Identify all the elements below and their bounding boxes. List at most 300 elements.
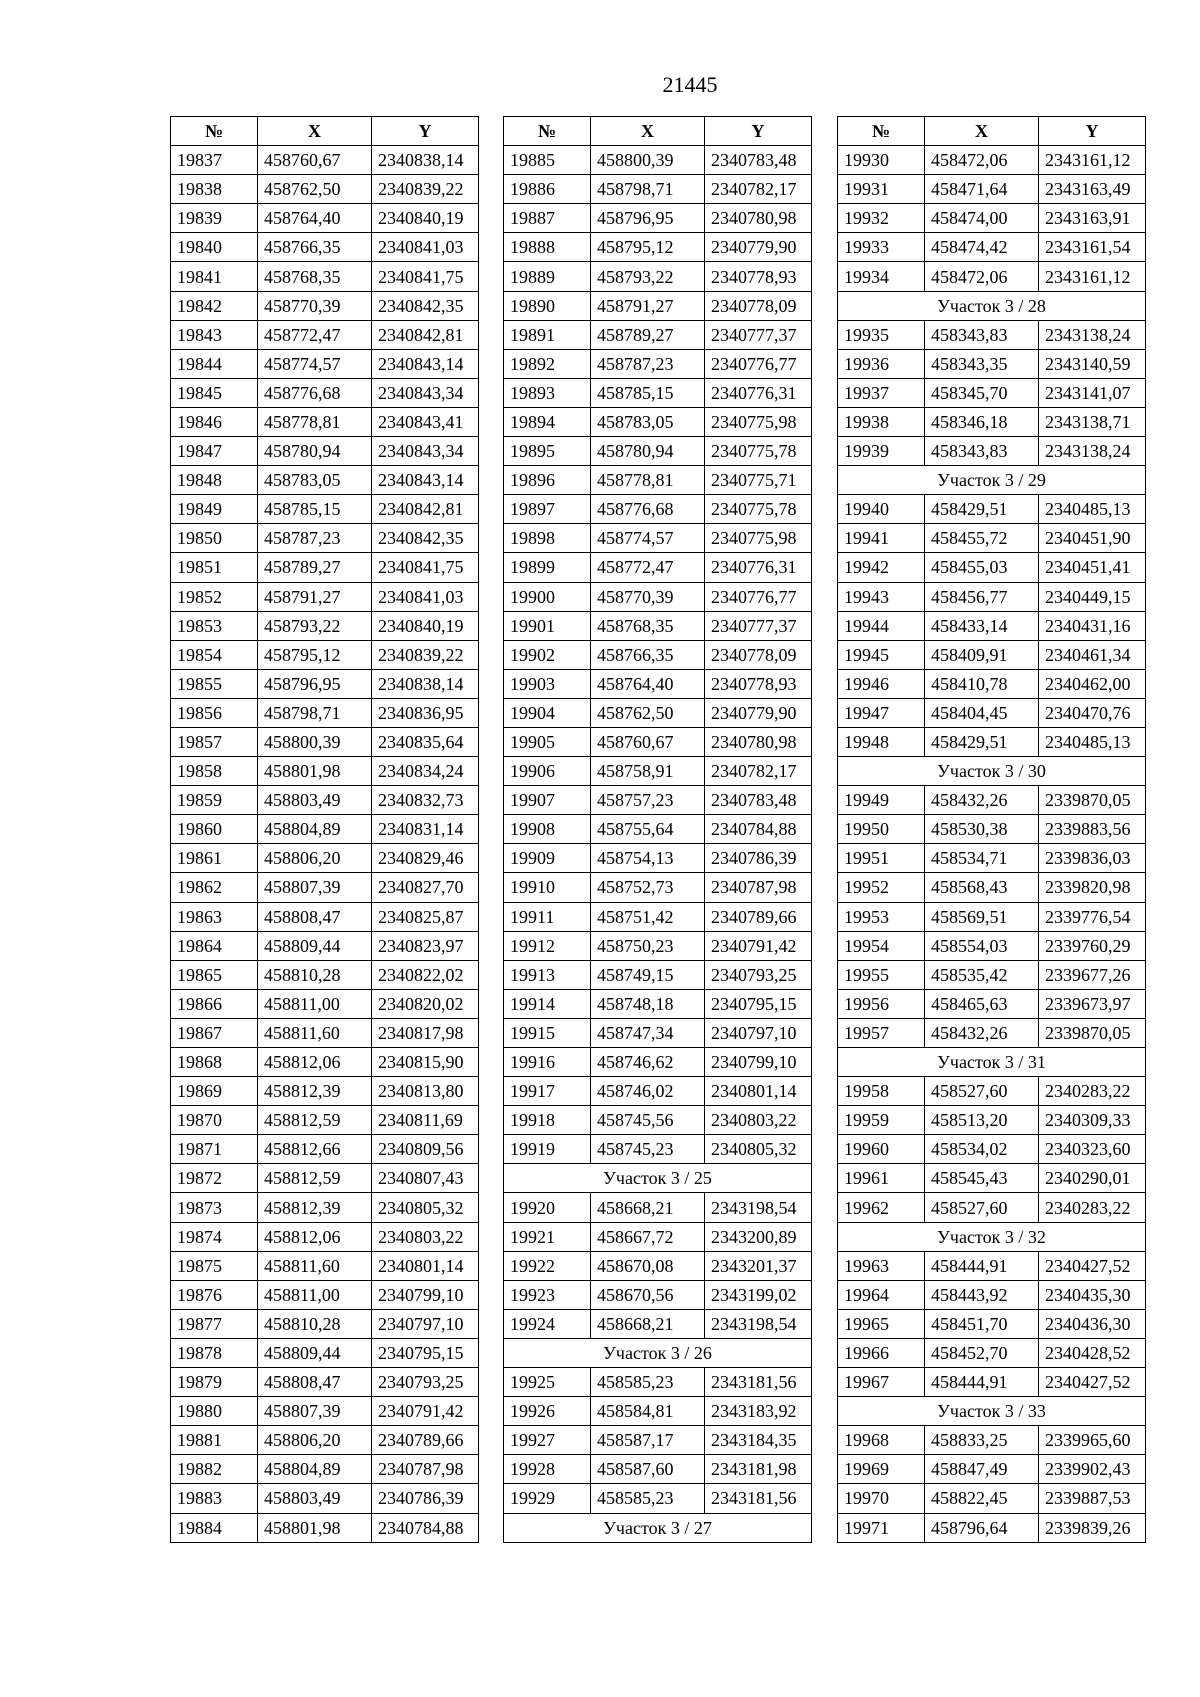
table-row: [504, 466, 812, 495]
section-row: [504, 1338, 812, 1367]
point-number-cell: 19870: [171, 1106, 258, 1135]
point-number-cell: 19965: [838, 1309, 925, 1338]
table-row: [171, 1426, 479, 1455]
table-row: [504, 786, 812, 815]
x-coordinate-cell: 458754,13: [591, 844, 705, 873]
point-number-cell: 19875: [171, 1251, 258, 1280]
point-number-cell: 19860: [171, 815, 258, 844]
x-coordinate-cell: 458806,20: [258, 844, 372, 873]
table-row: [838, 873, 1146, 902]
x-coordinate-cell: 458668,21: [591, 1193, 705, 1222]
point-number-cell: 19930: [838, 146, 925, 175]
x-coordinate-cell: 458770,39: [591, 582, 705, 611]
x-coordinate-cell: 458768,35: [591, 611, 705, 640]
y-coordinate-cell: 2340775,98: [705, 407, 812, 436]
y-coordinate-cell: 2340815,90: [372, 1048, 479, 1077]
y-coordinate-cell: 2340841,03: [372, 233, 479, 262]
point-number-cell: 19884: [171, 1513, 258, 1542]
table-row: [504, 1426, 812, 1455]
y-coordinate-cell: 2340779,90: [705, 233, 812, 262]
y-coordinate-cell: 2340801,14: [705, 1077, 812, 1106]
point-number-cell: 19882: [171, 1455, 258, 1484]
x-coordinate-cell: 458545,43: [925, 1164, 1039, 1193]
point-number-cell: 19871: [171, 1135, 258, 1164]
y-coordinate-cell: 2340789,66: [372, 1426, 479, 1455]
point-number-cell: 19954: [838, 931, 925, 960]
column-header-y: Y: [705, 117, 812, 146]
x-coordinate-cell: 458770,39: [258, 291, 372, 320]
x-coordinate-cell: 458810,28: [258, 1309, 372, 1338]
x-coordinate-cell: 458762,50: [591, 698, 705, 727]
y-coordinate-cell: 2340784,88: [705, 815, 812, 844]
point-number-cell: 19929: [504, 1484, 591, 1513]
table-row: [171, 727, 479, 756]
table-row: [838, 960, 1146, 989]
point-number-cell: 19956: [838, 989, 925, 1018]
x-coordinate-cell: 458798,71: [258, 698, 372, 727]
table-row: [504, 757, 812, 786]
x-coordinate-cell: 458745,23: [591, 1135, 705, 1164]
y-coordinate-cell: 2340323,60: [1039, 1135, 1146, 1164]
section-label: Участок 3 / 33: [838, 1397, 1146, 1426]
point-number-cell: 19914: [504, 989, 591, 1018]
x-coordinate-cell: 458455,03: [925, 553, 1039, 582]
table-row: [504, 437, 812, 466]
table-row: [504, 960, 812, 989]
y-coordinate-cell: 2340813,80: [372, 1077, 479, 1106]
x-coordinate-cell: 458758,91: [591, 757, 705, 786]
point-number-cell: 19916: [504, 1048, 591, 1077]
y-coordinate-cell: 2340835,64: [372, 727, 479, 756]
point-number-cell: 19931: [838, 175, 925, 204]
point-number-cell: 19928: [504, 1455, 591, 1484]
y-coordinate-cell: 2340799,10: [372, 1280, 479, 1309]
y-coordinate-cell: 2340843,34: [372, 437, 479, 466]
point-number-cell: 19970: [838, 1484, 925, 1513]
y-coordinate-cell: 2343140,59: [1039, 349, 1146, 378]
y-coordinate-cell: 2340776,31: [705, 378, 812, 407]
point-number-cell: 19971: [838, 1513, 925, 1542]
table-row: [171, 902, 479, 931]
point-number-cell: 19865: [171, 960, 258, 989]
y-coordinate-cell: 2340485,13: [1039, 495, 1146, 524]
x-coordinate-cell: 458796,95: [591, 204, 705, 233]
point-number-cell: 19911: [504, 902, 591, 931]
section-label: Участок 3 / 25: [504, 1164, 812, 1193]
x-coordinate-cell: 458801,98: [258, 757, 372, 786]
x-coordinate-cell: 458791,27: [258, 582, 372, 611]
table-row: [171, 175, 479, 204]
table-row: [504, 1280, 812, 1309]
table-row: [171, 204, 479, 233]
y-coordinate-cell: 2340842,35: [372, 524, 479, 553]
table-row: [504, 495, 812, 524]
table-row: [838, 1484, 1146, 1513]
table-row: [838, 989, 1146, 1018]
x-coordinate-cell: 458404,45: [925, 698, 1039, 727]
y-coordinate-cell: 2340797,10: [372, 1309, 479, 1338]
section-row: [838, 291, 1146, 320]
y-coordinate-cell: 2339870,05: [1039, 1018, 1146, 1047]
point-number-cell: 19859: [171, 786, 258, 815]
section-row: [504, 1164, 812, 1193]
point-number-cell: 19926: [504, 1397, 591, 1426]
y-coordinate-cell: 2340841,75: [372, 262, 479, 291]
table-row: [838, 1077, 1146, 1106]
point-number-cell: 19867: [171, 1018, 258, 1047]
point-number-cell: 19919: [504, 1135, 591, 1164]
table-row: [838, 1513, 1146, 1542]
x-coordinate-cell: 458452,70: [925, 1338, 1039, 1367]
table-row: [171, 1135, 479, 1164]
x-coordinate-cell: 458812,39: [258, 1193, 372, 1222]
y-coordinate-cell: 2340795,15: [372, 1338, 479, 1367]
point-number-cell: 19904: [504, 698, 591, 727]
point-number-cell: 19864: [171, 931, 258, 960]
point-number-cell: 19886: [504, 175, 591, 204]
coordinate-table-3: [837, 116, 1146, 1543]
table-row: [838, 786, 1146, 815]
point-number-cell: 19937: [838, 378, 925, 407]
x-coordinate-cell: 458803,49: [258, 786, 372, 815]
point-number-cell: 19891: [504, 320, 591, 349]
x-coordinate-cell: 458811,00: [258, 989, 372, 1018]
x-coordinate-cell: 458444,91: [925, 1368, 1039, 1397]
x-coordinate-cell: 458778,81: [591, 466, 705, 495]
section-label: Участок 3 / 27: [504, 1513, 812, 1542]
y-coordinate-cell: 2343200,89: [705, 1222, 812, 1251]
y-coordinate-cell: 2343161,12: [1039, 146, 1146, 175]
point-number-cell: 19917: [504, 1077, 591, 1106]
point-number-cell: 19895: [504, 437, 591, 466]
x-coordinate-cell: 458471,64: [925, 175, 1039, 204]
x-coordinate-cell: 458444,91: [925, 1251, 1039, 1280]
x-coordinate-cell: 458745,56: [591, 1106, 705, 1135]
x-coordinate-cell: 458587,17: [591, 1426, 705, 1455]
x-coordinate-cell: 458780,94: [258, 437, 372, 466]
point-number-cell: 19951: [838, 844, 925, 873]
column-header-x: X: [925, 117, 1039, 146]
table-row: [171, 495, 479, 524]
y-coordinate-cell: 2340778,93: [705, 262, 812, 291]
x-coordinate-cell: 458783,05: [591, 407, 705, 436]
y-coordinate-cell: 2340778,93: [705, 669, 812, 698]
table-row: [838, 1368, 1146, 1397]
table-row: [504, 1309, 812, 1338]
table-row: [838, 1455, 1146, 1484]
table-row: [504, 931, 812, 960]
point-number-cell: 19912: [504, 931, 591, 960]
table-row: [838, 1193, 1146, 1222]
table-row: [171, 146, 479, 175]
y-coordinate-cell: 2343138,24: [1039, 320, 1146, 349]
y-coordinate-cell: 2339836,03: [1039, 844, 1146, 873]
y-coordinate-cell: 2340841,75: [372, 553, 479, 582]
point-number-cell: 19915: [504, 1018, 591, 1047]
table-row: [838, 204, 1146, 233]
point-number-cell: 19840: [171, 233, 258, 262]
table-row: [838, 175, 1146, 204]
point-number-cell: 19850: [171, 524, 258, 553]
y-coordinate-cell: 2343161,12: [1039, 262, 1146, 291]
table-row: [171, 611, 479, 640]
table-row: [171, 1106, 479, 1135]
x-coordinate-cell: 458807,39: [258, 873, 372, 902]
x-coordinate-cell: 458766,35: [258, 233, 372, 262]
y-coordinate-cell: 2340427,52: [1039, 1368, 1146, 1397]
x-coordinate-cell: 458585,23: [591, 1484, 705, 1513]
table-row: [838, 1164, 1146, 1193]
point-number-cell: 19962: [838, 1193, 925, 1222]
table-row: [838, 815, 1146, 844]
point-number-cell: 19913: [504, 960, 591, 989]
column-header-y: Y: [372, 117, 479, 146]
point-number-cell: 19958: [838, 1077, 925, 1106]
point-number-cell: 19852: [171, 582, 258, 611]
point-number-cell: 19877: [171, 1309, 258, 1338]
y-coordinate-cell: 2340449,15: [1039, 582, 1146, 611]
table-row: [171, 1513, 479, 1542]
x-coordinate-cell: 458787,23: [258, 524, 372, 553]
y-coordinate-cell: 2340451,41: [1039, 553, 1146, 582]
x-coordinate-cell: 458535,42: [925, 960, 1039, 989]
table-row: [838, 1251, 1146, 1280]
header-row: [504, 117, 812, 146]
y-coordinate-cell: 2340839,22: [372, 640, 479, 669]
y-coordinate-cell: 2340795,15: [705, 989, 812, 1018]
table-row: [504, 1368, 812, 1397]
point-number-cell: 19846: [171, 407, 258, 436]
point-number-cell: 19878: [171, 1338, 258, 1367]
y-coordinate-cell: 2339883,56: [1039, 815, 1146, 844]
table-row: [838, 262, 1146, 291]
x-coordinate-cell: 458345,70: [925, 378, 1039, 407]
point-number-cell: 19858: [171, 757, 258, 786]
x-coordinate-cell: 458807,39: [258, 1397, 372, 1426]
point-number-cell: 19932: [838, 204, 925, 233]
x-coordinate-cell: 458762,50: [258, 175, 372, 204]
x-coordinate-cell: 458800,39: [591, 146, 705, 175]
y-coordinate-cell: 2340838,14: [372, 669, 479, 698]
table-row: [504, 175, 812, 204]
column-header-x: X: [591, 117, 705, 146]
point-number-cell: 19857: [171, 727, 258, 756]
point-number-cell: 19966: [838, 1338, 925, 1367]
section-label: Участок 3 / 28: [838, 291, 1146, 320]
x-coordinate-cell: 458751,42: [591, 902, 705, 931]
x-coordinate-cell: 458474,00: [925, 204, 1039, 233]
table-row: [171, 815, 479, 844]
point-number-cell: 19897: [504, 495, 591, 524]
section-row: [838, 1222, 1146, 1251]
section-label: Участок 3 / 30: [838, 757, 1146, 786]
x-coordinate-cell: 458443,92: [925, 1280, 1039, 1309]
y-coordinate-cell: 2340843,14: [372, 466, 479, 495]
y-coordinate-cell: 2343198,54: [705, 1309, 812, 1338]
table-row: [171, 1018, 479, 1047]
table-row: [171, 844, 479, 873]
table-row: [838, 902, 1146, 931]
table-row: [504, 1193, 812, 1222]
x-coordinate-cell: 458667,72: [591, 1222, 705, 1251]
table-row: [171, 1077, 479, 1106]
x-coordinate-cell: 458785,15: [258, 495, 372, 524]
point-number-cell: 19961: [838, 1164, 925, 1193]
y-coordinate-cell: 2340431,16: [1039, 611, 1146, 640]
y-coordinate-cell: 2340435,30: [1039, 1280, 1146, 1309]
x-coordinate-cell: 458847,49: [925, 1455, 1039, 1484]
table-row: [504, 873, 812, 902]
y-coordinate-cell: 2340780,98: [705, 204, 812, 233]
point-number-cell: 19906: [504, 757, 591, 786]
point-number-cell: 19923: [504, 1280, 591, 1309]
y-coordinate-cell: 2340793,25: [705, 960, 812, 989]
y-coordinate-cell: 2339820,98: [1039, 873, 1146, 902]
y-coordinate-cell: 2340791,42: [372, 1397, 479, 1426]
point-number-cell: 19957: [838, 1018, 925, 1047]
section-label: Участок 3 / 26: [504, 1338, 812, 1367]
y-coordinate-cell: 2343161,54: [1039, 233, 1146, 262]
x-coordinate-cell: 458433,14: [925, 611, 1039, 640]
table-row: [171, 524, 479, 553]
x-coordinate-cell: 458760,67: [591, 727, 705, 756]
x-coordinate-cell: 458587,60: [591, 1455, 705, 1484]
x-coordinate-cell: 458455,72: [925, 524, 1039, 553]
column-header-number: №: [171, 117, 258, 146]
y-coordinate-cell: 2340827,70: [372, 873, 479, 902]
y-coordinate-cell: 2340803,22: [705, 1106, 812, 1135]
point-number-cell: 19883: [171, 1484, 258, 1513]
point-number-cell: 19936: [838, 349, 925, 378]
table-row: [171, 1251, 479, 1280]
table-row: [504, 1077, 812, 1106]
y-coordinate-cell: 2340436,30: [1039, 1309, 1146, 1338]
point-number-cell: 19901: [504, 611, 591, 640]
point-number-cell: 19854: [171, 640, 258, 669]
point-number-cell: 19837: [171, 146, 258, 175]
y-coordinate-cell: 2340842,35: [372, 291, 479, 320]
y-coordinate-cell: 2340811,69: [372, 1106, 479, 1135]
y-coordinate-cell: 2340803,22: [372, 1222, 479, 1251]
y-coordinate-cell: 2340840,19: [372, 611, 479, 640]
table-row: [838, 553, 1146, 582]
coordinate-table-2: [503, 116, 812, 1543]
section-label: Участок 3 / 29: [838, 466, 1146, 495]
table-row: [171, 669, 479, 698]
point-number-cell: 19927: [504, 1426, 591, 1455]
x-coordinate-cell: 458472,06: [925, 146, 1039, 175]
x-coordinate-cell: 458812,59: [258, 1106, 372, 1135]
table-row: [838, 407, 1146, 436]
table-row: [171, 873, 479, 902]
point-number-cell: 19874: [171, 1222, 258, 1251]
table-row: [504, 349, 812, 378]
table-row: [171, 1338, 479, 1367]
y-coordinate-cell: 2340290,01: [1039, 1164, 1146, 1193]
point-number-cell: 19876: [171, 1280, 258, 1309]
table-row: [171, 1222, 479, 1251]
x-coordinate-cell: 458808,47: [258, 902, 372, 931]
table-row: [504, 204, 812, 233]
x-coordinate-cell: 458749,15: [591, 960, 705, 989]
x-coordinate-cell: 458755,64: [591, 815, 705, 844]
x-coordinate-cell: 458811,00: [258, 1280, 372, 1309]
x-coordinate-cell: 458766,35: [591, 640, 705, 669]
point-number-cell: 19963: [838, 1251, 925, 1280]
table-row: [504, 640, 812, 669]
x-coordinate-cell: 458750,23: [591, 931, 705, 960]
x-coordinate-cell: 458760,67: [258, 146, 372, 175]
y-coordinate-cell: 2343184,35: [705, 1426, 812, 1455]
x-coordinate-cell: 458789,27: [258, 553, 372, 582]
x-coordinate-cell: 458811,60: [258, 1251, 372, 1280]
table-row: [171, 1280, 479, 1309]
x-coordinate-cell: 458513,20: [925, 1106, 1039, 1135]
y-coordinate-cell: 2340461,34: [1039, 640, 1146, 669]
y-coordinate-cell: 2340839,22: [372, 175, 479, 204]
point-number-cell: 19873: [171, 1193, 258, 1222]
x-coordinate-cell: 458774,57: [591, 524, 705, 553]
table-row: [171, 640, 479, 669]
y-coordinate-cell: 2340776,31: [705, 553, 812, 582]
table-row: [171, 960, 479, 989]
x-coordinate-cell: 458785,15: [591, 378, 705, 407]
y-coordinate-cell: 2340836,95: [372, 698, 479, 727]
point-number-cell: 19943: [838, 582, 925, 611]
y-coordinate-cell: 2340782,17: [705, 175, 812, 204]
x-coordinate-cell: 458746,62: [591, 1048, 705, 1077]
table-row: [504, 1251, 812, 1280]
table-row: [504, 1222, 812, 1251]
y-coordinate-cell: 2340799,10: [705, 1048, 812, 1077]
point-number-cell: 19967: [838, 1368, 925, 1397]
table-row: [838, 524, 1146, 553]
x-coordinate-cell: 458748,18: [591, 989, 705, 1018]
x-coordinate-cell: 458343,35: [925, 349, 1039, 378]
x-coordinate-cell: 458812,39: [258, 1077, 372, 1106]
x-coordinate-cell: 458584,81: [591, 1397, 705, 1426]
table-row: [504, 291, 812, 320]
x-coordinate-cell: 458833,25: [925, 1426, 1039, 1455]
table-row: [171, 349, 479, 378]
table-row: [504, 1048, 812, 1077]
column-header-number: №: [504, 117, 591, 146]
y-coordinate-cell: 2340841,03: [372, 582, 479, 611]
x-coordinate-cell: 458780,94: [591, 437, 705, 466]
x-coordinate-cell: 458764,40: [591, 669, 705, 698]
x-coordinate-cell: 458585,23: [591, 1368, 705, 1397]
x-coordinate-cell: 458668,21: [591, 1309, 705, 1338]
y-coordinate-cell: 2343181,56: [705, 1484, 812, 1513]
page-number: 21445: [662, 72, 718, 97]
x-coordinate-cell: 458804,89: [258, 1455, 372, 1484]
y-coordinate-cell: 2340775,71: [705, 466, 812, 495]
table-row: [171, 320, 479, 349]
y-coordinate-cell: 2343163,91: [1039, 204, 1146, 233]
x-coordinate-cell: 458812,06: [258, 1048, 372, 1077]
table-row: [838, 1018, 1146, 1047]
y-coordinate-cell: 2340832,73: [372, 786, 479, 815]
point-number-cell: 19908: [504, 815, 591, 844]
point-number-cell: 19925: [504, 1368, 591, 1397]
x-coordinate-cell: 458809,44: [258, 1338, 372, 1367]
y-coordinate-cell: 2340786,39: [705, 844, 812, 873]
point-number-cell: 19950: [838, 815, 925, 844]
y-coordinate-cell: 2340822,02: [372, 960, 479, 989]
table-row: [504, 669, 812, 698]
y-coordinate-cell: 2340451,90: [1039, 524, 1146, 553]
table-row: [838, 437, 1146, 466]
